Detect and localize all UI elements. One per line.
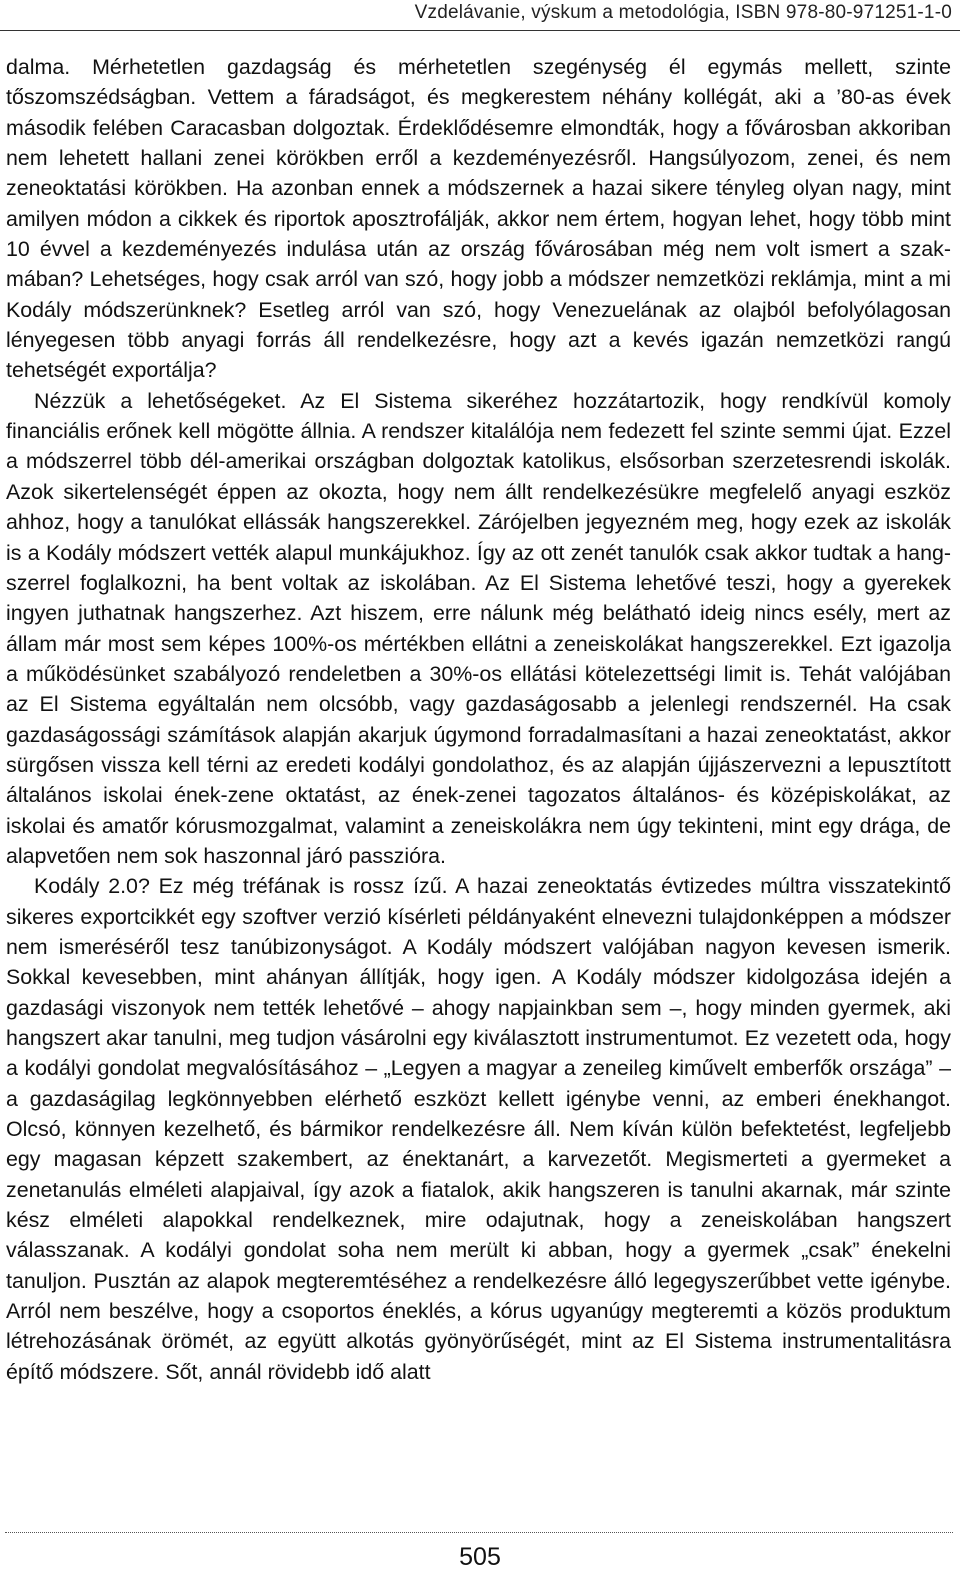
paragraph-2: Nézzük a lehetőségeket. Az El Sistema sikeréhez hozzátartozik, hogy rendkívül komoly financiális erőnek kell mögötte állnia. A rendszer kitalálója nem fedezett fel szinte semmi újat. Ezzel a módszerrel több dél-amerikai országban dolgoztak katolikus, elsősorban szerzetesrendi iskolák. Azok sikertelenségét éppen az okozta, hogy nem állt rendelkezésükre megfelelő anyagi eszköz ahhoz, hogy a tanulókat ellássák hangszerekkel. Zárójelben jegyezném meg, hogy ezek az iskolák is a Kodály módszert vették alapul munkájukhoz. Így az ott zenét tanulók csak akkor tudtak a hangszerrel foglalkozni, ha bent voltak az iskolában. Az El Sistema lehetővé teszi, hogy a gyerekek ingyen juthatnak hangszerhez. Azt hiszem, erre nálunk még belátható ideig nincs esély, mert az állam már most sem képes 100%-os mértékben ellátni a zeneiskolákat hangszerekkel. Ezt igazolja a működésünket szabályozó rendeletben a 30%-os ellátási kötelezettségi limit is. Tehát valójában az El Sistema egyáltalán nem olcsóbb, vagy gazdaságosabb a jelenlegi rendszernél. Ha csak gazdaságossági számítások alapján akarjuk úgymond forradalmasítani a hazai zeneoktatást, akkor sürgősen vissza kell térni az eredeti kodályi gondolathoz, és az alapján újjászervezni a lepusztított általános iskolai ének-zene oktatást, az ének-zenei tagozatos általános- és középiskolákat, az iskolai és amatőr kórusmozgalmat, valamint a zeneiskolákra nem úgy tekinteni, mint egy drága, de alapvetően nem sok haszonnal járó passzióra. bbox=[6, 388, 951, 868]
running-header: Vzdelávanie, výskum a metodológia, ISBN 978-80-971251-1-0 bbox=[414, 2, 952, 23]
paragraph-3: Kodály 2.0? Ez még tréfának is rossz ízű. A hazai zeneoktatás évtizedes múltra visszatekintő sikeres exportcikkét egy szoftver verzió kísérleti példányaként elnevezni tulajdonképpen a módszer nem ismeréséről tesz tanúbizonyságot. A Kodály módszert valójában nagyon kevesen ismerik. Sokkal kevesebben, mint ahányan állítják, hogy igen. A Kodály módszer kidolgozása idején a gazdasági viszonyok nem tették lehetővé – ahogy napjainkban sem –, hogy minden gyermek, aki hangszert akar tanulni, meg tudjon vásárolni egy kiválasztott instrumentumot. Ez vezetett oda, hogy a kodályi gondolat megvalósításához – „Legyen a magyar a zeneileg kiművelt emberfők országa” – a gazdaságilag legkönnyebben elérhető eszközt kellett igénybe venni, az emberi énekhangot. Olcsó, könnyen kezelhető, és bármikor rendelkezésre áll. Nem kíván külön befektetést, legfeljebb egy magasan képzett szakembert, az énektanárt, a karvezetőt. Megismerteti a gyermeket a zenetanulás elméleti alapjaival, így azok a fiatalok, akik hangszeren is tanulni akarnak, már szinte kész elméleti alapokkal rendelkeznek, mire odajutnak, hogy a zeneiskolában hangszert válasszanak. A kodályi gondolat soha nem merült ki abban, hogy a gyermek „csak” énekelni tanuljon. Pusztán az alapok megteremtéséhez a rendelkezésre álló legegyszerűbbet vette igénybe. Arról nem beszélve, hogy a csoportos éneklés, a kórus ugyanúgy megteremti a közös produktum létrehozásának örömét, az együtt alkotás gyönyörűségét, mint az El Sistema instrumentalitásra építő módszere. Sőt, annál rövidebb idő alatt bbox=[6, 874, 951, 1384]
header-rule bbox=[0, 30, 960, 31]
body-text bbox=[6, 52, 951, 1387]
footer-rule bbox=[5, 1532, 953, 1533]
paragraph-1: dalma. Mérhetetlen gazdagság és mérhetetlen szegénység él egymás mellett, szinte tőszomszédságban. Vettem a fáradságot, és megkerestem néhány kollégát, aki a ’80-as évek második felében Caracasban dolgoztak. Érdeklődésemre elmondták, hogy a fővárosban akkoriban nem lehetett hallani zenei körökben erről a kezdeményezésről. Hangsúlyozom, zenei, és nem zeneoktatási körökben. Ha azonban ennek a módszernek a hazai sikere tényleg olyan nagy, mint amilyen módon a cikkek és riportok aposztrofálják, akkor nem értem, hogyan lehet, hogy több mint 10 évvel a kezdeményezés indulása után az ország fővárosában még nem volt ismert a szakmában? Lehetséges, hogy csak arról van szó, hogy jobb a módszer nemzetközi reklámja, mint a mi Kodály módszerünknek? Esetleg arról van szó, hogy Venezuelának az olajból befolyólagosan lényegesen több anyagi forrás áll rendelkezésre, hogy azt a kevés igazán nemzetközi rangú tehetségét exportálja? bbox=[6, 55, 951, 383]
page-number: 505 bbox=[459, 1543, 501, 1571]
